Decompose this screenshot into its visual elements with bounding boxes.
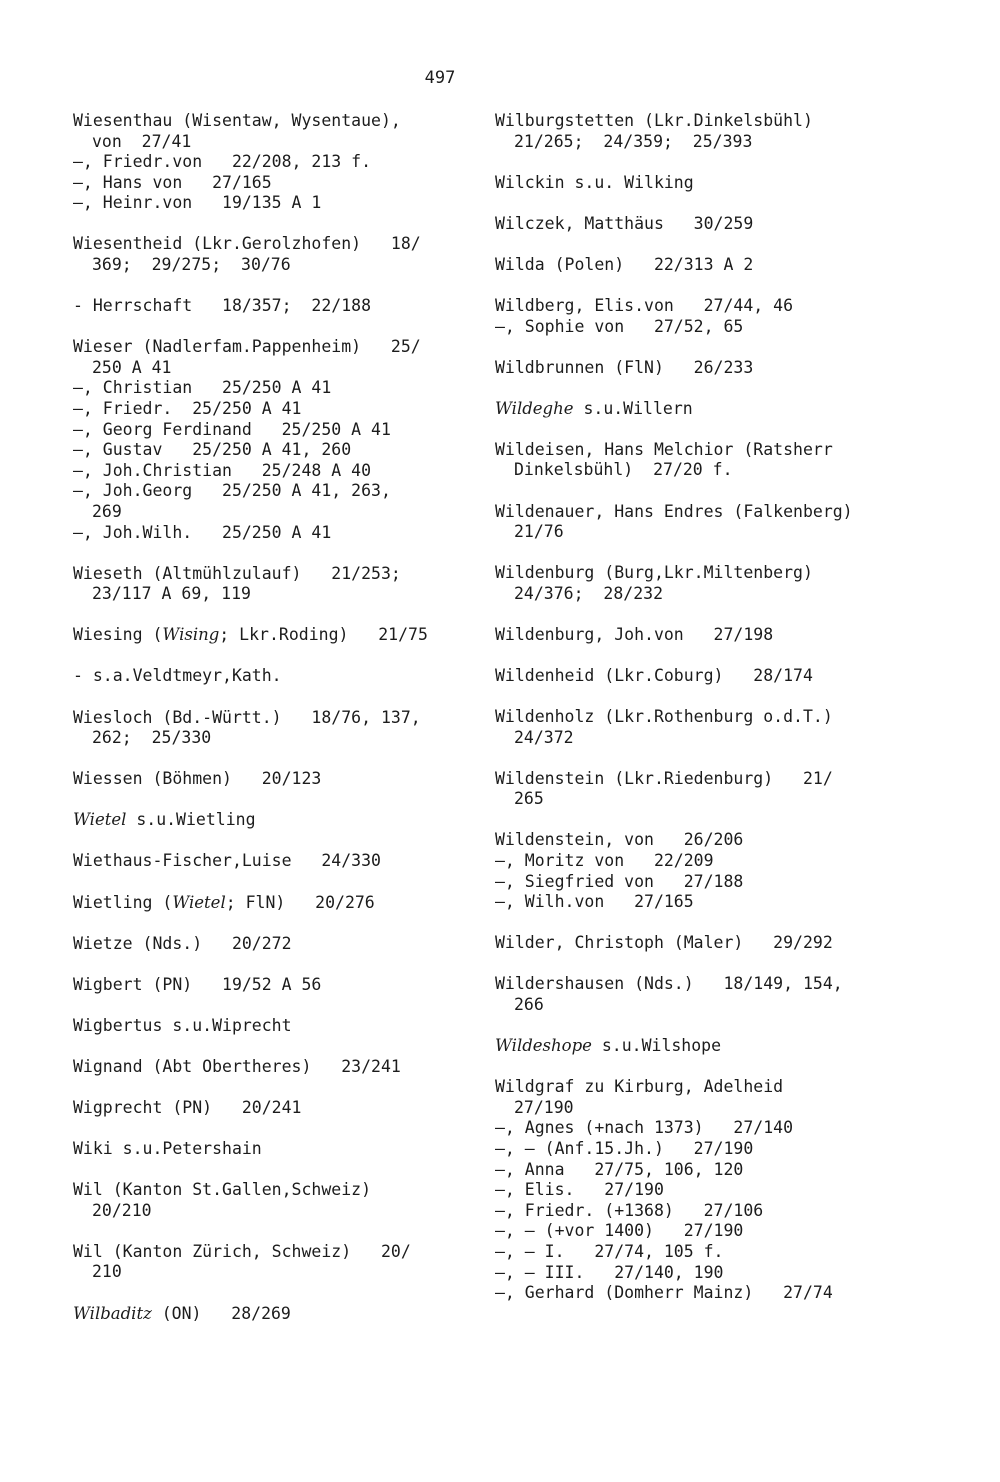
index-entry: [495, 1036, 915, 1057]
entry-text: —, Agnes (+nach 1373) 27/140: [495, 1118, 794, 1138]
entry-text: —, Wilh.von 27/165: [495, 892, 694, 912]
italic-term: Wildeshope: [495, 1036, 592, 1056]
index-entry-line: [73, 152, 473, 173]
index-entry: [73, 234, 473, 275]
entry-text: Wildenauer, Hans Endres (Falkenberg): [495, 501, 853, 521]
index-entry: [73, 851, 473, 872]
index-entry: [73, 1242, 473, 1283]
entry-text: 21/265; 24/359; 25/393: [514, 131, 753, 151]
entry-text: Wieser (Nadlerfam.Pappenheim) 25/: [73, 337, 421, 357]
index-entry-headword-line: [73, 564, 473, 585]
index-entry: [495, 214, 915, 235]
index-entry-line: [495, 1118, 915, 1139]
index-entry-line: [495, 995, 915, 1016]
entry-text: Wil (Kanton Zürich, Schweiz) 20/: [73, 1241, 411, 1261]
index-entry-headword-line: [495, 173, 915, 194]
index-entry-headword-line: [495, 563, 915, 584]
index-entry-line: [495, 1242, 915, 1263]
index-entry-headword-line: [495, 1036, 915, 1057]
index-entry: [73, 810, 473, 831]
index-entry-headword-line: [495, 399, 915, 420]
index-entry: [495, 974, 915, 1015]
entry-text: 210: [92, 1262, 122, 1282]
index-entry: [73, 337, 473, 543]
entry-text: Wildershausen (Nds.) 18/149, 154,: [495, 974, 843, 994]
index-entry-headword-line: [495, 502, 915, 523]
entry-text: von 27/41: [92, 131, 192, 151]
index-entry-line: [495, 1160, 915, 1181]
index-entry-line: [495, 1263, 915, 1284]
index-entry-headword-line: [495, 830, 915, 851]
index-entry: [73, 1180, 473, 1221]
index-entry-headword-line: [73, 111, 473, 132]
index-entry-headword-line: [495, 214, 915, 235]
entry-text: —, Gustav 25/250 A 41, 260: [73, 440, 352, 460]
index-entry-line: [73, 132, 473, 153]
index-column-right: [495, 111, 915, 1324]
entry-text: —, — (Anf.15.Jh.) 27/190: [495, 1139, 754, 1158]
entry-text: 369; 29/275; 30/76: [92, 255, 291, 275]
index-entry-line: [495, 522, 915, 543]
index-entry: [495, 399, 915, 420]
index-entry-line: [73, 502, 473, 523]
entry-text: Wiethaus-Fischer,Luise 24/330: [73, 851, 381, 871]
index-entry-line: [495, 1221, 915, 1242]
italic-term: Wising: [162, 625, 220, 645]
index-entry-line: [495, 1098, 915, 1119]
index-entry-line: [495, 460, 915, 481]
index-entry: [495, 830, 915, 912]
index-column-left: [73, 111, 473, 1345]
entry-text: —, Heinr.von 19/135 A 1: [73, 193, 322, 213]
index-entry-headword-line: [495, 933, 915, 954]
entry-text: —, — III. 27/140, 190: [495, 1262, 724, 1282]
index-entry-line: [73, 378, 473, 399]
entry-text: s.u.Wilshope: [591, 1036, 722, 1056]
index-entry-headword-line: [73, 337, 473, 358]
index-entry: [495, 769, 915, 810]
entry-text: Wignand (Abt Obertheres) 23/241: [73, 1056, 401, 1076]
entry-text: 266: [514, 995, 544, 1015]
index-entry: [73, 893, 473, 914]
entry-text: Wigbert (PN) 19/52 A 56: [73, 974, 322, 994]
index-entry-line: [73, 193, 473, 214]
entry-text: Wilda (Polen) 22/313 A 2: [495, 254, 754, 274]
index-entry-headword-line: [495, 974, 915, 995]
index-entry-headword-line: [73, 975, 473, 996]
index-entry-headword-line: [73, 1242, 473, 1263]
entry-text: —, Friedr.von 22/208, 213 f.: [73, 152, 372, 172]
index-entry: [495, 707, 915, 748]
index-entry-line: [73, 440, 473, 461]
entry-text: Wigbertus s.u.Wiprecht: [73, 1015, 292, 1035]
entry-text: Wiesenthau (Wisentaw, Wysentaue),: [73, 111, 401, 130]
index-entry: [73, 1057, 473, 1078]
entry-text: Wietling (: [73, 892, 173, 912]
index-entry: [495, 1077, 915, 1304]
index-entry-headword-line: [495, 707, 915, 728]
index-entry: [73, 111, 473, 214]
entry-text: Wildenburg, Joh.von 27/198: [495, 624, 774, 644]
index-entry-headword-line: [73, 666, 473, 687]
index-entry-line: [73, 255, 473, 276]
index-entry-headword-line: [73, 1304, 473, 1325]
entry-text: —, Georg Ferdinand 25/250 A 41: [73, 419, 391, 439]
index-entry-headword-line: [73, 893, 473, 914]
index-entry: [495, 933, 915, 954]
entry-text: —, Christian 25/250 A 41: [73, 378, 332, 398]
entry-text: —, Friedr. (+1368) 27/106: [495, 1200, 764, 1220]
index-entry-headword-line: [73, 851, 473, 872]
entry-text: —, — I. 27/74, 105 f.: [495, 1241, 724, 1261]
index-entry-headword-line: [495, 111, 915, 132]
entry-text: Wildeisen, Hans Melchior (Ratsherr: [495, 439, 833, 459]
index-entry: [495, 440, 915, 481]
index-entry-headword-line: [73, 810, 473, 831]
index-entry-line: [73, 481, 473, 502]
index-entry-headword-line: [73, 1016, 473, 1037]
index-entry-line: [73, 584, 473, 605]
entry-text: 20/210: [92, 1200, 152, 1220]
entry-text: 262; 25/330: [92, 728, 212, 748]
index-entry-line: [495, 1139, 915, 1160]
index-entry: [495, 666, 915, 687]
index-entry: [495, 502, 915, 543]
index-entry-headword-line: [495, 296, 915, 317]
entry-text: —, Elis. 27/190: [495, 1180, 664, 1200]
entry-text: Wiesentheid (Lkr.Gerolzhofen) 18/: [73, 234, 421, 254]
index-entry: [73, 1304, 473, 1325]
entry-text: Wil (Kanton St.Gallen,Schweiz): [73, 1180, 372, 1200]
index-entry: [495, 625, 915, 646]
index-entry-line: [73, 461, 473, 482]
index-entry-headword-line: [495, 769, 915, 790]
entry-text: - Herrschaft 18/357; 22/188: [73, 296, 372, 316]
index-entry-headword-line: [495, 666, 915, 687]
index-entry-headword-line: [73, 296, 473, 317]
entry-text: Dinkelsbühl) 27/20 f.: [514, 460, 733, 480]
page-number: 497: [424, 68, 456, 88]
entry-text: Wiesing (: [73, 625, 163, 645]
italic-term: Wietel: [73, 810, 127, 830]
entry-text: —, Moritz von 22/209: [495, 851, 714, 871]
index-entry-line: [73, 728, 473, 749]
entry-text: —, Joh.Wilh. 25/250 A 41: [73, 522, 332, 542]
entry-text: ; Lkr.Roding) 21/75: [219, 625, 428, 645]
index-entry-line: [495, 872, 915, 893]
index-entry: [495, 563, 915, 604]
index-entry: [73, 1098, 473, 1119]
entry-text: —, Joh.Christian 25/248 A 40: [73, 460, 372, 480]
entry-text: Wilder, Christoph (Maler) 29/292: [495, 933, 833, 953]
index-entry-headword-line: [495, 625, 915, 646]
index-entry: [73, 666, 473, 687]
entry-text: Wieseth (Altmühlzulauf) 21/253;: [73, 563, 401, 583]
italic-term: Wietel: [172, 892, 226, 912]
index-entry-line: [73, 1201, 473, 1222]
entry-text: Wildberg, Elis.von 27/44, 46: [495, 295, 794, 315]
index-entry-line: [73, 399, 473, 420]
entry-text: Wildenstein, von 26/206: [495, 830, 744, 850]
entry-text: (ON) 28/269: [151, 1303, 291, 1323]
entry-text: Wiki s.u.Petershain: [73, 1139, 262, 1159]
index-entry: [495, 296, 915, 337]
index-entry: [495, 173, 915, 194]
entry-text: s.u.Wietling: [126, 810, 256, 830]
index-entry-line: [73, 173, 473, 194]
index-entry: [73, 625, 473, 646]
index-entry: [495, 111, 915, 152]
entry-text: Wigprecht (PN) 20/241: [73, 1098, 302, 1117]
index-entry-headword-line: [73, 625, 473, 646]
index-entry-headword-line: [73, 1057, 473, 1078]
index-entry-line: [495, 1283, 915, 1304]
entry-text: —, Sophie von 27/52, 65: [495, 316, 744, 336]
index-entry-line: [73, 523, 473, 544]
index-entry: [73, 708, 473, 749]
italic-term: Wildeghe: [495, 398, 574, 418]
index-entry-line: [73, 1262, 473, 1283]
index-entry: [73, 564, 473, 605]
index-entry: [73, 1016, 473, 1037]
index-entry-line: [495, 1201, 915, 1222]
index-entry-headword-line: [73, 1139, 473, 1160]
entry-text: —, Anna 27/75, 106, 120: [495, 1159, 744, 1179]
index-entry-headword-line: [495, 1077, 915, 1098]
entry-text: Wildgraf zu Kirburg, Adelheid: [495, 1077, 784, 1097]
index-entry-headword-line: [73, 1180, 473, 1201]
entry-text: 21/76: [514, 522, 564, 542]
entry-text: —, Gerhard (Domherr Mainz) 27/74: [495, 1283, 833, 1303]
entry-text: s.u.Willern: [573, 398, 693, 418]
index-entry-line: [73, 358, 473, 379]
entry-text: Wildenburg (Burg,Lkr.Miltenberg): [495, 563, 813, 583]
entry-text: Wildenstein (Lkr.Riedenburg) 21/: [495, 768, 833, 788]
entry-text: Wildbrunnen (FlN) 26/233: [495, 357, 754, 377]
index-entry: [73, 296, 473, 317]
index-entry: [495, 255, 915, 276]
index-entry-headword-line: [73, 234, 473, 255]
index-entry-headword-line: [495, 358, 915, 379]
entry-text: Wilckin s.u. Wilking: [495, 172, 694, 192]
entry-text: —, Friedr. 25/250 A 41: [73, 399, 302, 419]
index-entry-line: [495, 317, 915, 338]
entry-text: —, Siegfried von 27/188: [495, 871, 744, 891]
entry-text: Wilczek, Matthäus 30/259: [495, 213, 754, 233]
entry-text: 265: [514, 789, 544, 809]
entry-text: Wildenholz (Lkr.Rothenburg o.d.T.): [495, 707, 833, 727]
entry-text: 250 A 41: [92, 357, 172, 377]
index-entry-line: [495, 728, 915, 749]
entry-text: —, Joh.Georg 25/250 A 41, 263,: [73, 481, 391, 501]
index-entry-line: [495, 789, 915, 810]
entry-text: 23/117 A 69, 119: [92, 584, 251, 604]
entry-text: —, Hans von 27/165: [73, 172, 272, 192]
index-entry-line: [73, 420, 473, 441]
italic-term: Wilbaditz: [73, 1303, 152, 1323]
entry-text: 24/372: [514, 727, 574, 747]
entry-text: Wiesloch (Bd.-Württ.) 18/76, 137,: [73, 707, 421, 727]
entry-text: Wietze (Nds.) 20/272: [73, 933, 292, 953]
index-entry: [73, 934, 473, 955]
entry-text: 269: [92, 502, 122, 521]
entry-text: —, — (+vor 1400) 27/190: [495, 1221, 744, 1241]
index-entry-headword-line: [495, 440, 915, 461]
index-entry-line: [495, 1180, 915, 1201]
index-entry-line: [495, 132, 915, 153]
index-entry: [73, 975, 473, 996]
entry-text: Wildenheid (Lkr.Coburg) 28/174: [495, 666, 813, 685]
index-entry-line: [495, 584, 915, 605]
index-entry-line: [495, 851, 915, 872]
entry-text: - s.a.Veldtmeyr,Kath.: [73, 666, 282, 686]
entry-text: ; FlN) 20/276: [225, 892, 375, 912]
index-entry: [495, 358, 915, 379]
entry-text: Wilburgstetten (Lkr.Dinkelsbühl): [495, 111, 813, 130]
index-entry-line: [495, 892, 915, 913]
index-entry-headword-line: [73, 708, 473, 729]
entry-text: 24/376; 28/232: [514, 583, 664, 603]
index-entry-headword-line: [73, 769, 473, 790]
index-entry: [73, 769, 473, 790]
index-entry: [73, 1139, 473, 1160]
index-entry-headword-line: [73, 934, 473, 955]
index-entry-headword-line: [73, 1098, 473, 1119]
entry-text: Wiessen (Böhmen) 20/123: [73, 769, 322, 789]
index-entry-headword-line: [495, 255, 915, 276]
entry-text: 27/190: [514, 1097, 574, 1117]
